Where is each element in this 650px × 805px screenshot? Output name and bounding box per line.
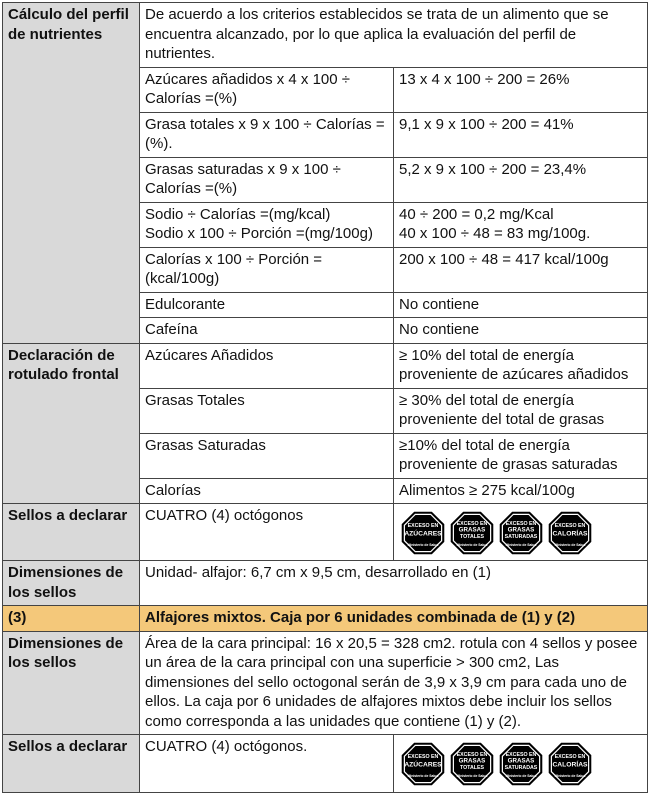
- nutrient-grasas-saturadas: Grasas Saturadas: [140, 433, 394, 478]
- formula-calorias: Calorías x 100 ÷ Porción =(kcal/100g): [140, 247, 394, 292]
- nutrient-calorias: Calorías: [140, 478, 394, 504]
- sellos-text-2: CUATRO (4) octógonos.: [140, 735, 394, 793]
- seal-grasas-saturadas-icon: [497, 740, 545, 788]
- formula-sodio-100g: Sodio x 100 ÷ Porción =(mg/100g): [145, 225, 373, 242]
- nutrient-grasas-totales: Grasas Totales: [140, 388, 394, 433]
- svg-text:EXCESO EN: EXCESO EN: [554, 754, 586, 761]
- result-grasas-totales: 9,1 x 9 x 100 ÷ 200 = 41%: [394, 112, 648, 157]
- svg-text:Ministerio de Salud: Ministerio de Salud: [554, 773, 586, 778]
- seal-group: [399, 737, 642, 788]
- formula-edulcorante: Edulcorante: [140, 292, 394, 318]
- dimensiones-text-1: Unidad- alfajor: 6,7 cm x 9,5 cm, desarrollado en (1): [140, 561, 648, 606]
- result-sodio-kcal: 40 ÷ 200 = 0,2 mg/Kcal: [399, 205, 554, 223]
- svg-text:EXCESO EN: EXCESO EN: [456, 520, 488, 527]
- svg-text:SATURADAS: SATURADAS: [504, 764, 538, 771]
- calculo-intro: De acuerdo a los criterios establecidos se trata de un alimento que se encuentra alcanzado, por lo que aplica la evaluación del perfil de nutrientes.: [140, 3, 648, 68]
- formula-sodio-kcal: Sodio ÷ Calorías =(mg/kcal): [145, 205, 331, 223]
- criterion-azucares: ≥ 10% del total de energía proveniente de azúcares añadidos: [394, 343, 648, 388]
- result-sodio: [394, 202, 648, 247]
- svg-text:Ministerio de Salud: Ministerio de Salud: [407, 542, 439, 547]
- nutrient-profile-table: [2, 2, 648, 793]
- seals-cell-2: [394, 735, 648, 793]
- seal-azucares-icon: [399, 509, 447, 557]
- seal-calorias-icon: [546, 740, 594, 788]
- svg-text:EXCESO EN: EXCESO EN: [407, 523, 439, 530]
- svg-text:Ministerio de Salud: Ministerio de Salud: [505, 542, 537, 547]
- result-grasas-saturadas: 5,2 x 9 x 100 ÷ 200 = 23,4%: [394, 157, 648, 202]
- sellos-label-1: Sellos a declarar: [3, 504, 140, 561]
- result-edulcorante: No contiene: [394, 292, 648, 318]
- seals-cell-1: [394, 504, 648, 561]
- result-azucares: 13 x 4 x 100 ÷ 200 = 26%: [394, 67, 648, 112]
- seal-group: [399, 506, 642, 557]
- seal-calorias-icon: [546, 509, 594, 557]
- svg-text:SATURADAS: SATURADAS: [504, 533, 538, 540]
- seal-grasas-totales-icon: [448, 740, 496, 788]
- formula-sodio: [140, 202, 394, 247]
- svg-text:Ministerio de Salud: Ministerio de Salud: [505, 773, 537, 778]
- svg-text:TOTALES: TOTALES: [459, 533, 485, 540]
- svg-text:GRASAS: GRASAS: [507, 757, 535, 765]
- formula-grasas-totales: Grasa totales x 9 x 100 ÷ Calorías =(%).: [140, 112, 394, 157]
- highlight-number: (3): [3, 606, 140, 632]
- dimensiones-label-1: Dimensiones de los sellos: [3, 561, 140, 606]
- rotulado-label: Declaración de rotulado frontal: [3, 343, 140, 504]
- nutrient-azucares: Azúcares Añadidos: [140, 343, 394, 388]
- highlight-title: Alfajores mixtos. Caja por 6 unidades combinada de (1) y (2): [140, 606, 648, 632]
- svg-text:AZÚCARES: AZÚCARES: [404, 761, 442, 769]
- dimensiones-text-2: Área de la cara principal: 16 x 20,5 = 328 cm2. rotula con 4 sellos y posee un área de la cara principal con una superficie > 300 cm2, Las dimensiones del sello octogonal serán de 3,9 x 3,9 cm para cada uno de ellos. La caja por 6 unidades de alfajores mixtos debe incluir los sellos como corresponda a las unidades que contiene (1) y (2).: [140, 631, 648, 735]
- result-sodio-100g: 40 x 100 ÷ 48 = 83 mg/100g.: [399, 225, 591, 242]
- svg-text:EXCESO EN: EXCESO EN: [456, 751, 488, 758]
- sellos-label-2: Sellos a declarar: [3, 735, 140, 793]
- svg-text:Ministerio de Salud: Ministerio de Salud: [407, 773, 439, 778]
- svg-text:AZÚCARES: AZÚCARES: [404, 530, 442, 538]
- result-calorias: 200 x 100 ÷ 48 = 417 kcal/100g: [394, 247, 648, 292]
- svg-text:Ministerio de Salud: Ministerio de Salud: [456, 542, 488, 547]
- svg-text:GRASAS: GRASAS: [458, 526, 486, 534]
- svg-text:EXCESO EN: EXCESO EN: [505, 751, 537, 758]
- svg-text:GRASAS: GRASAS: [458, 757, 486, 765]
- criterion-grasas-saturadas: ≥10% del total de energía proveniente de grasas saturadas: [394, 433, 648, 478]
- svg-text:EXCESO EN: EXCESO EN: [505, 520, 537, 527]
- dimensiones-label-2: Dimensiones de los sellos: [3, 631, 140, 735]
- formula-cafeina: Cafeína: [140, 318, 394, 344]
- result-cafeina: No contiene: [394, 318, 648, 344]
- seal-azucares-icon: [399, 740, 447, 788]
- svg-text:Ministerio de Salud: Ministerio de Salud: [456, 773, 488, 778]
- svg-text:EXCESO EN: EXCESO EN: [554, 523, 586, 530]
- calculo-label: Cálculo del perfil de nutrientes: [3, 3, 140, 344]
- formula-grasas-saturadas: Grasas saturadas x 9 x 100 ÷ Calorías =(%): [140, 157, 394, 202]
- formula-azucares: Azúcares añadidos x 4 x 100 ÷ Calorías =(%): [140, 67, 394, 112]
- svg-text:CALORÍAS: CALORÍAS: [552, 530, 588, 538]
- criterion-grasas-totales: ≥ 30% del total de energía proveniente del total de grasas: [394, 388, 648, 433]
- svg-text:TOTALES: TOTALES: [459, 764, 485, 771]
- sellos-text-1: CUATRO (4) octógonos: [140, 504, 394, 561]
- seal-grasas-saturadas-icon: [497, 509, 545, 557]
- svg-text:Ministerio de Salud: Ministerio de Salud: [554, 542, 586, 547]
- svg-text:GRASAS: GRASAS: [507, 526, 535, 534]
- criterion-calorias: Alimentos ≥ 275 kcal/100g: [394, 478, 648, 504]
- svg-text:EXCESO EN: EXCESO EN: [407, 754, 439, 761]
- svg-text:CALORÍAS: CALORÍAS: [552, 761, 588, 769]
- seal-grasas-totales-icon: [448, 509, 496, 557]
